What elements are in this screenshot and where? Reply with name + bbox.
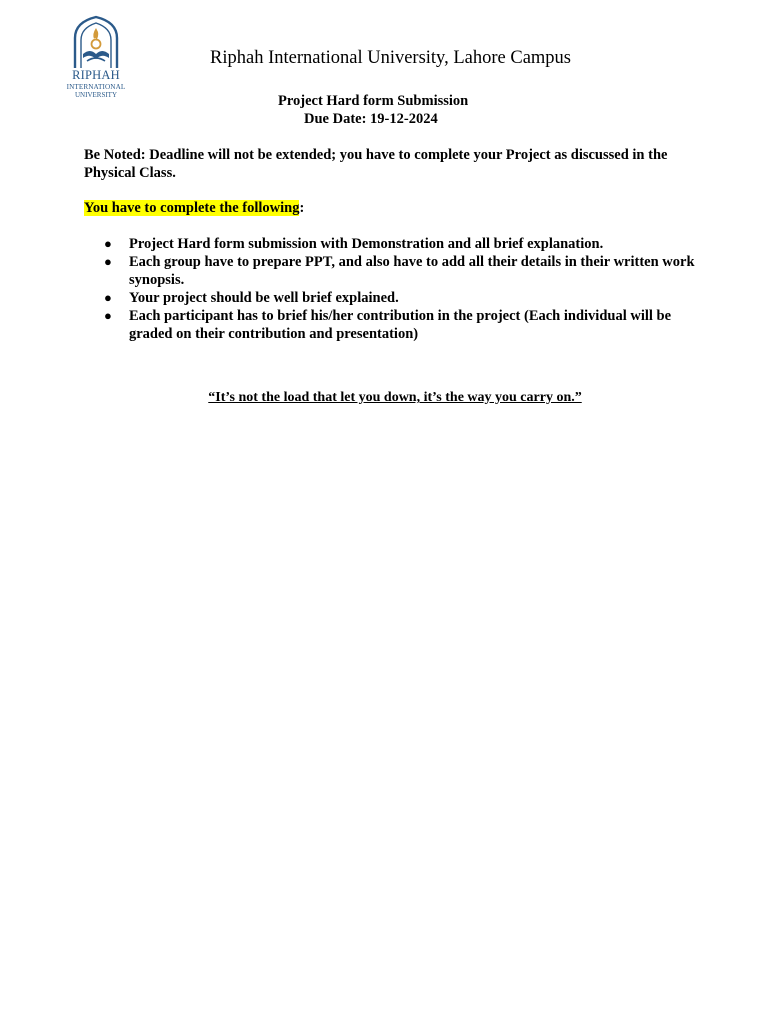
bullet-icon: ● bbox=[104, 290, 112, 305]
requirements-list bbox=[84, 235, 704, 343]
university-logo bbox=[63, 14, 129, 102]
logo-subtext-international: INTERNATIONAL bbox=[66, 83, 126, 91]
logo-subtext-university: UNIVERSITY bbox=[75, 91, 117, 99]
bullet-icon: ● bbox=[104, 254, 112, 269]
bullet-icon: ● bbox=[104, 236, 112, 251]
document-subtitle: Project Hard form Submission bbox=[278, 93, 469, 109]
list-item bbox=[84, 253, 704, 289]
list-item-text: Each group have to prepare PPT, and also have to add all their details in their written work synopsis. bbox=[129, 254, 695, 288]
bullet-icon: ● bbox=[104, 308, 112, 323]
requirements-lead bbox=[84, 199, 304, 217]
list-item-text: Each participant has to brief his/her contribution in the project (Each individual will be graded on their contribution and presentation) bbox=[129, 308, 672, 342]
due-date: Due Date: 19-12-2024 bbox=[304, 111, 438, 127]
list-item-text: Project Hard form submission with Demonstration and all brief explanation. bbox=[129, 236, 604, 252]
list-item bbox=[84, 307, 704, 343]
list-item bbox=[84, 289, 704, 307]
logo-wordmark: RIPHAH bbox=[72, 68, 120, 82]
lead-suffix: : bbox=[299, 200, 305, 216]
page-title: Riphah International University, Lahore Campus bbox=[210, 48, 572, 68]
list-item-text: Your project should be well brief explained. bbox=[129, 290, 399, 306]
closing-quote: “It’s not the load that let you down, it’s the way you carry on.” bbox=[208, 390, 582, 405]
highlighted-text: You have to complete the following bbox=[84, 200, 300, 216]
riphah-crest-icon bbox=[63, 14, 129, 70]
deadline-notice: Be Noted: Deadline will not be extended; you have to complete your Project as discussed in the Physical Class. bbox=[84, 147, 668, 181]
list-item bbox=[84, 235, 704, 253]
